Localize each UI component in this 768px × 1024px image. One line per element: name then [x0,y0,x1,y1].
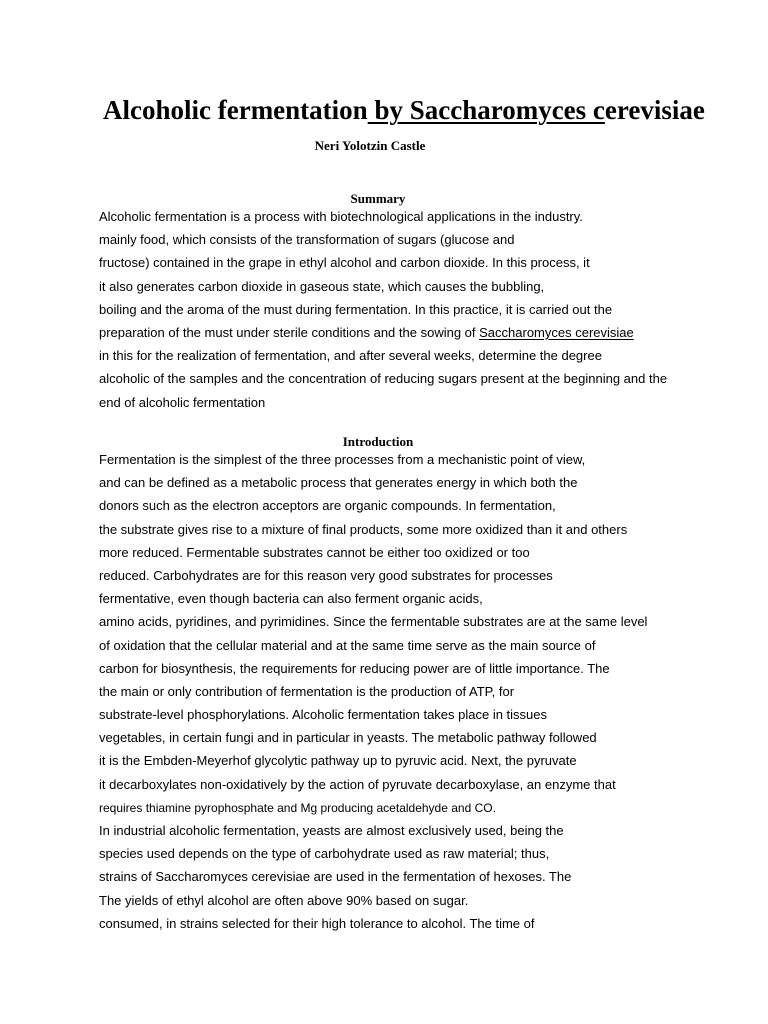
introduction-line: consumed, in strains selected for their high tolerance to alcohol. The time of [99,915,535,931]
introduction-heading: Introduction [342,434,414,449]
introduction-line: it decarboxylates non-oxidatively by the action of pyruvate decarboxylase, an enzyme that [99,776,616,792]
introduction-line: strains of Saccharomyces cerevisiae are used in the fermentation of hexoses. The [99,869,572,885]
introduction-line: species used depends on the type of carbohydrate used as raw material; thus, [99,846,550,862]
title-part-2-underlined: by Saccharomyces c [367,95,605,125]
introduction-line: reduced. Carbohydrates are for this reason very good substrates for processes [99,567,553,583]
introduction-line: more reduced. Fermentable substrates cannot be either too oxidized or too [99,544,530,560]
introduction-line: substrate-level phosphorylations. Alcoholic fermentation takes place in tissues [99,707,548,723]
introduction-line: amino acids, pyridines, and pyrimidines. Since the fermentable substrates are at the same level [99,614,648,630]
introduction-line: of oxidation that the cellular material and at the same time serve as the main source of [99,637,596,653]
summary-line [99,325,667,348]
summary-line-text: preparation of the must under sterile conditions and the sowing of [99,324,480,340]
introduction-line: vegetables, in certain fungi and in particular in yeasts. The metabolic pathway followed [99,730,597,746]
introduction-line: it is the Embden-Meyerhof glycolytic pathway up to pyruvic acid. Next, the pyruvate [99,753,577,769]
introduction-line: requires thiamine pyrophosphate and Mg producing acetaldehyde and CO. [99,800,496,815]
introduction-line: the substrate gives rise to a mixture of final products, some more oxidized than it and others [99,521,628,537]
summary-paragraph [99,209,667,418]
introduction-line: carbon for biosynthesis, the requirements for reducing power are of little importance. The [99,660,610,676]
introduction-line: Fermentation is the simplest of the three processes from a mechanistic point of view, [99,452,586,467]
summary-line: in this for the realization of fermentation, and after several weeks, determine the degree [99,348,602,364]
summary-line: alcoholic of the samples and the concentration of reducing sugars present at the beginning and the [99,371,668,387]
author-name: Neri Yolotzin Castle [314,138,426,153]
summary-line: fructose) contained in the grape in ethyl alcohol and carbon dioxide. In this process, it [99,255,590,271]
summary-line: mainly food, which consists of the transformation of sugars (glucose and [99,232,515,248]
introduction-line: The yields of ethyl alcohol are often above 90% based on sugar. [99,892,469,908]
introduction-line: and can be defined as a metabolic process that generates energy in which both the [99,475,578,491]
summary-line: boiling and the aroma of the must during fermentation. In this practice, it is carried out the [99,301,613,317]
title-part-1: Alcoholic fermentation [103,95,368,125]
introduction-line: the main or only contribution of fermentation is the production of ATP, for [99,683,515,699]
organism-name: Saccharomyces cerevisiae [479,324,634,340]
document-title [103,92,768,128]
summary-line: Alcoholic fermentation is a process with biotechnological applications in the industry. [99,209,583,224]
summary-line: end of alcoholic fermentation [99,394,266,410]
summary-heading: Summary [350,191,406,206]
introduction-line: In industrial alcoholic fermentation, yeasts are almost exclusively used, being the [99,823,564,838]
introduction-paragraph [99,452,647,939]
summary-line: it also generates carbon dioxide in gaseous state, which causes the bubbling, [99,278,545,294]
introduction-line: donors such as the electron acceptors are organic compounds. In fermentation, [99,498,556,514]
introduction-line: fermentative, even though bacteria can also ferment organic acids, [99,591,483,607]
title-part-3: erevisiae [604,95,705,125]
